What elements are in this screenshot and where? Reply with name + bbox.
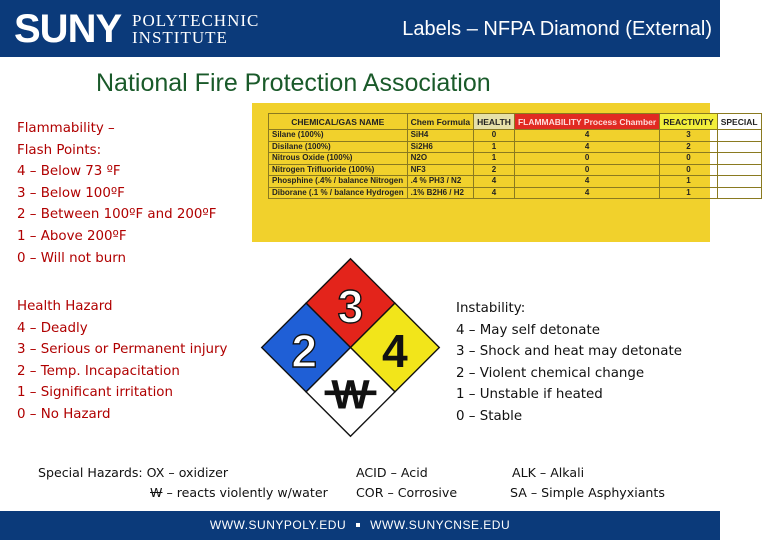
health-line: 3 – Serious or Permanent injury [17, 342, 228, 358]
table-cell: Phosphine (.4% / balance Nitrogen [269, 176, 408, 188]
instability-line: 0 – Stable [456, 408, 523, 424]
flammability-line: Flash Points: [17, 142, 102, 158]
logo-suny-text: SUNY [14, 7, 122, 51]
table-cell [717, 141, 761, 153]
special-hazard-ox: OX – oxidizer [146, 465, 229, 480]
table-cell: 1 [660, 176, 718, 188]
health-line: 2 – Temp. Incapacitation [17, 363, 180, 379]
slide-header-title: Labels – NFPA Diamond (External) [402, 18, 712, 40]
table-cell: 4 [474, 187, 515, 199]
table-header: Chem Formula [407, 114, 474, 130]
chemical-label-photo [252, 103, 758, 242]
table-header-row [269, 114, 762, 130]
table-cell: 0 [514, 164, 659, 176]
table-cell: Nitrogen Trifluoride (100%) [269, 164, 408, 176]
diamond-special-symbol: W [331, 371, 370, 418]
diamond-flammability-number: 3 [337, 280, 364, 333]
table-cell: Si2H6 [407, 141, 474, 153]
footer-links [0, 518, 720, 532]
table-cell: 3 [660, 130, 718, 142]
logo-line-2: INSTITUTE [132, 28, 228, 47]
table-cell: 2 [474, 164, 515, 176]
table-body [269, 130, 762, 199]
footer-link-sunycnse[interactable]: WWW.SUNYCNSE.EDU [370, 518, 511, 532]
table-cell: 4 [514, 176, 659, 188]
table-cell [717, 187, 761, 199]
table-row [269, 153, 762, 165]
special-hazard-w-symbol: W [150, 485, 163, 500]
table-row [269, 164, 762, 176]
special-hazard-sa: SA – Simple Asphyxiants [510, 485, 665, 500]
table-cell [717, 164, 761, 176]
table-cell: Disilane (100%) [269, 141, 408, 153]
special-hazard-cor: COR – Corrosive [356, 485, 458, 500]
instability-line: 1 – Unstable if heated [456, 387, 603, 403]
health-line: Health Hazard [17, 299, 113, 314]
special-hazard-acid: ACID – Acid [356, 465, 428, 480]
health-legend [17, 296, 227, 426]
table-cell: 1 [474, 153, 515, 165]
table-cell: 4 [474, 176, 515, 188]
table-cell: 0 [660, 153, 718, 165]
special-hazard-alk: ALK – Alkali [512, 465, 585, 480]
flammability-line: 4 – Below 73 ºF [17, 164, 121, 180]
flammability-line: 3 – Below 100ºF [17, 185, 125, 201]
logo-line-1: POLYTECHNIC [132, 11, 260, 30]
table-cell: .4 % PH3 / N2 [407, 176, 474, 188]
table-cell: 4 [514, 141, 659, 153]
table-row [269, 130, 762, 142]
logo-institute-text [132, 12, 259, 46]
table-cell: 2 [660, 141, 718, 153]
table-header: SPECIAL [717, 114, 761, 130]
table-cell: Diborane (.1 % / balance Hydrogen [269, 187, 408, 199]
special-hazard-w-text: – reacts violently w/water [166, 485, 328, 500]
special-hazards-w [150, 485, 328, 500]
chemical-label-table [268, 113, 762, 199]
header-bar [0, 0, 720, 57]
table-cell: SiH4 [407, 130, 474, 142]
table-cell [717, 153, 761, 165]
table-cell: 0 [660, 164, 718, 176]
special-hazards-ox [38, 465, 228, 480]
table-row [269, 176, 762, 188]
instability-line: Instability: [456, 301, 526, 316]
table-row [269, 187, 762, 199]
instability-line: 3 – Shock and heat may detonate [456, 344, 682, 360]
footer-bar [0, 511, 720, 540]
table-header: REACTIVITY [660, 114, 718, 130]
flammability-line: 0 – Will not burn [17, 250, 127, 266]
table-cell: Silane (100%) [269, 130, 408, 142]
flammability-line: 1 – Above 200ºF [17, 228, 127, 244]
table-cell [717, 176, 761, 188]
table-header: CHEMICAL/GAS NAME [269, 114, 408, 130]
instability-line: 2 – Violent chemical change [456, 365, 645, 381]
table-cell: N2O [407, 153, 474, 165]
health-line: 4 – Deadly [17, 320, 88, 336]
table-cell: 1 [660, 187, 718, 199]
flammability-legend [17, 118, 216, 269]
table-row [269, 141, 762, 153]
diamond-instability-number: 4 [382, 324, 408, 377]
flammability-line: Flammability – [17, 121, 115, 136]
table-cell: 4 [514, 187, 659, 199]
health-line: 0 – No Hazard [17, 406, 111, 422]
table-cell: .1% B2H6 / H2 [407, 187, 474, 199]
table-cell: NF3 [407, 164, 474, 176]
table-cell: 0 [514, 153, 659, 165]
table-header: HEALTH [474, 114, 515, 130]
table-cell: 0 [474, 130, 515, 142]
table-cell: 1 [474, 141, 515, 153]
flammability-line: 2 – Between 100ºF and 200ºF [17, 207, 217, 223]
table-cell: Nitrous Oxide (100%) [269, 153, 408, 165]
footer-link-sunypoly[interactable]: WWW.SUNYPOLY.EDU [209, 518, 347, 532]
diamond-health-number: 2 [291, 324, 318, 377]
table-header: FLAMMABILITY Process Chamber [514, 114, 659, 130]
instability-line: 4 – May self detonate [456, 322, 600, 338]
nfpa-diamond [258, 255, 443, 440]
table-cell: 4 [514, 130, 659, 142]
instability-legend [456, 298, 682, 428]
special-hazards-label: Special Hazards: [38, 465, 143, 480]
health-line: 1 – Significant irritation [17, 385, 173, 401]
page-title: National Fire Protection Association [96, 69, 491, 97]
table-cell [717, 130, 761, 142]
footer-separator [356, 523, 360, 527]
